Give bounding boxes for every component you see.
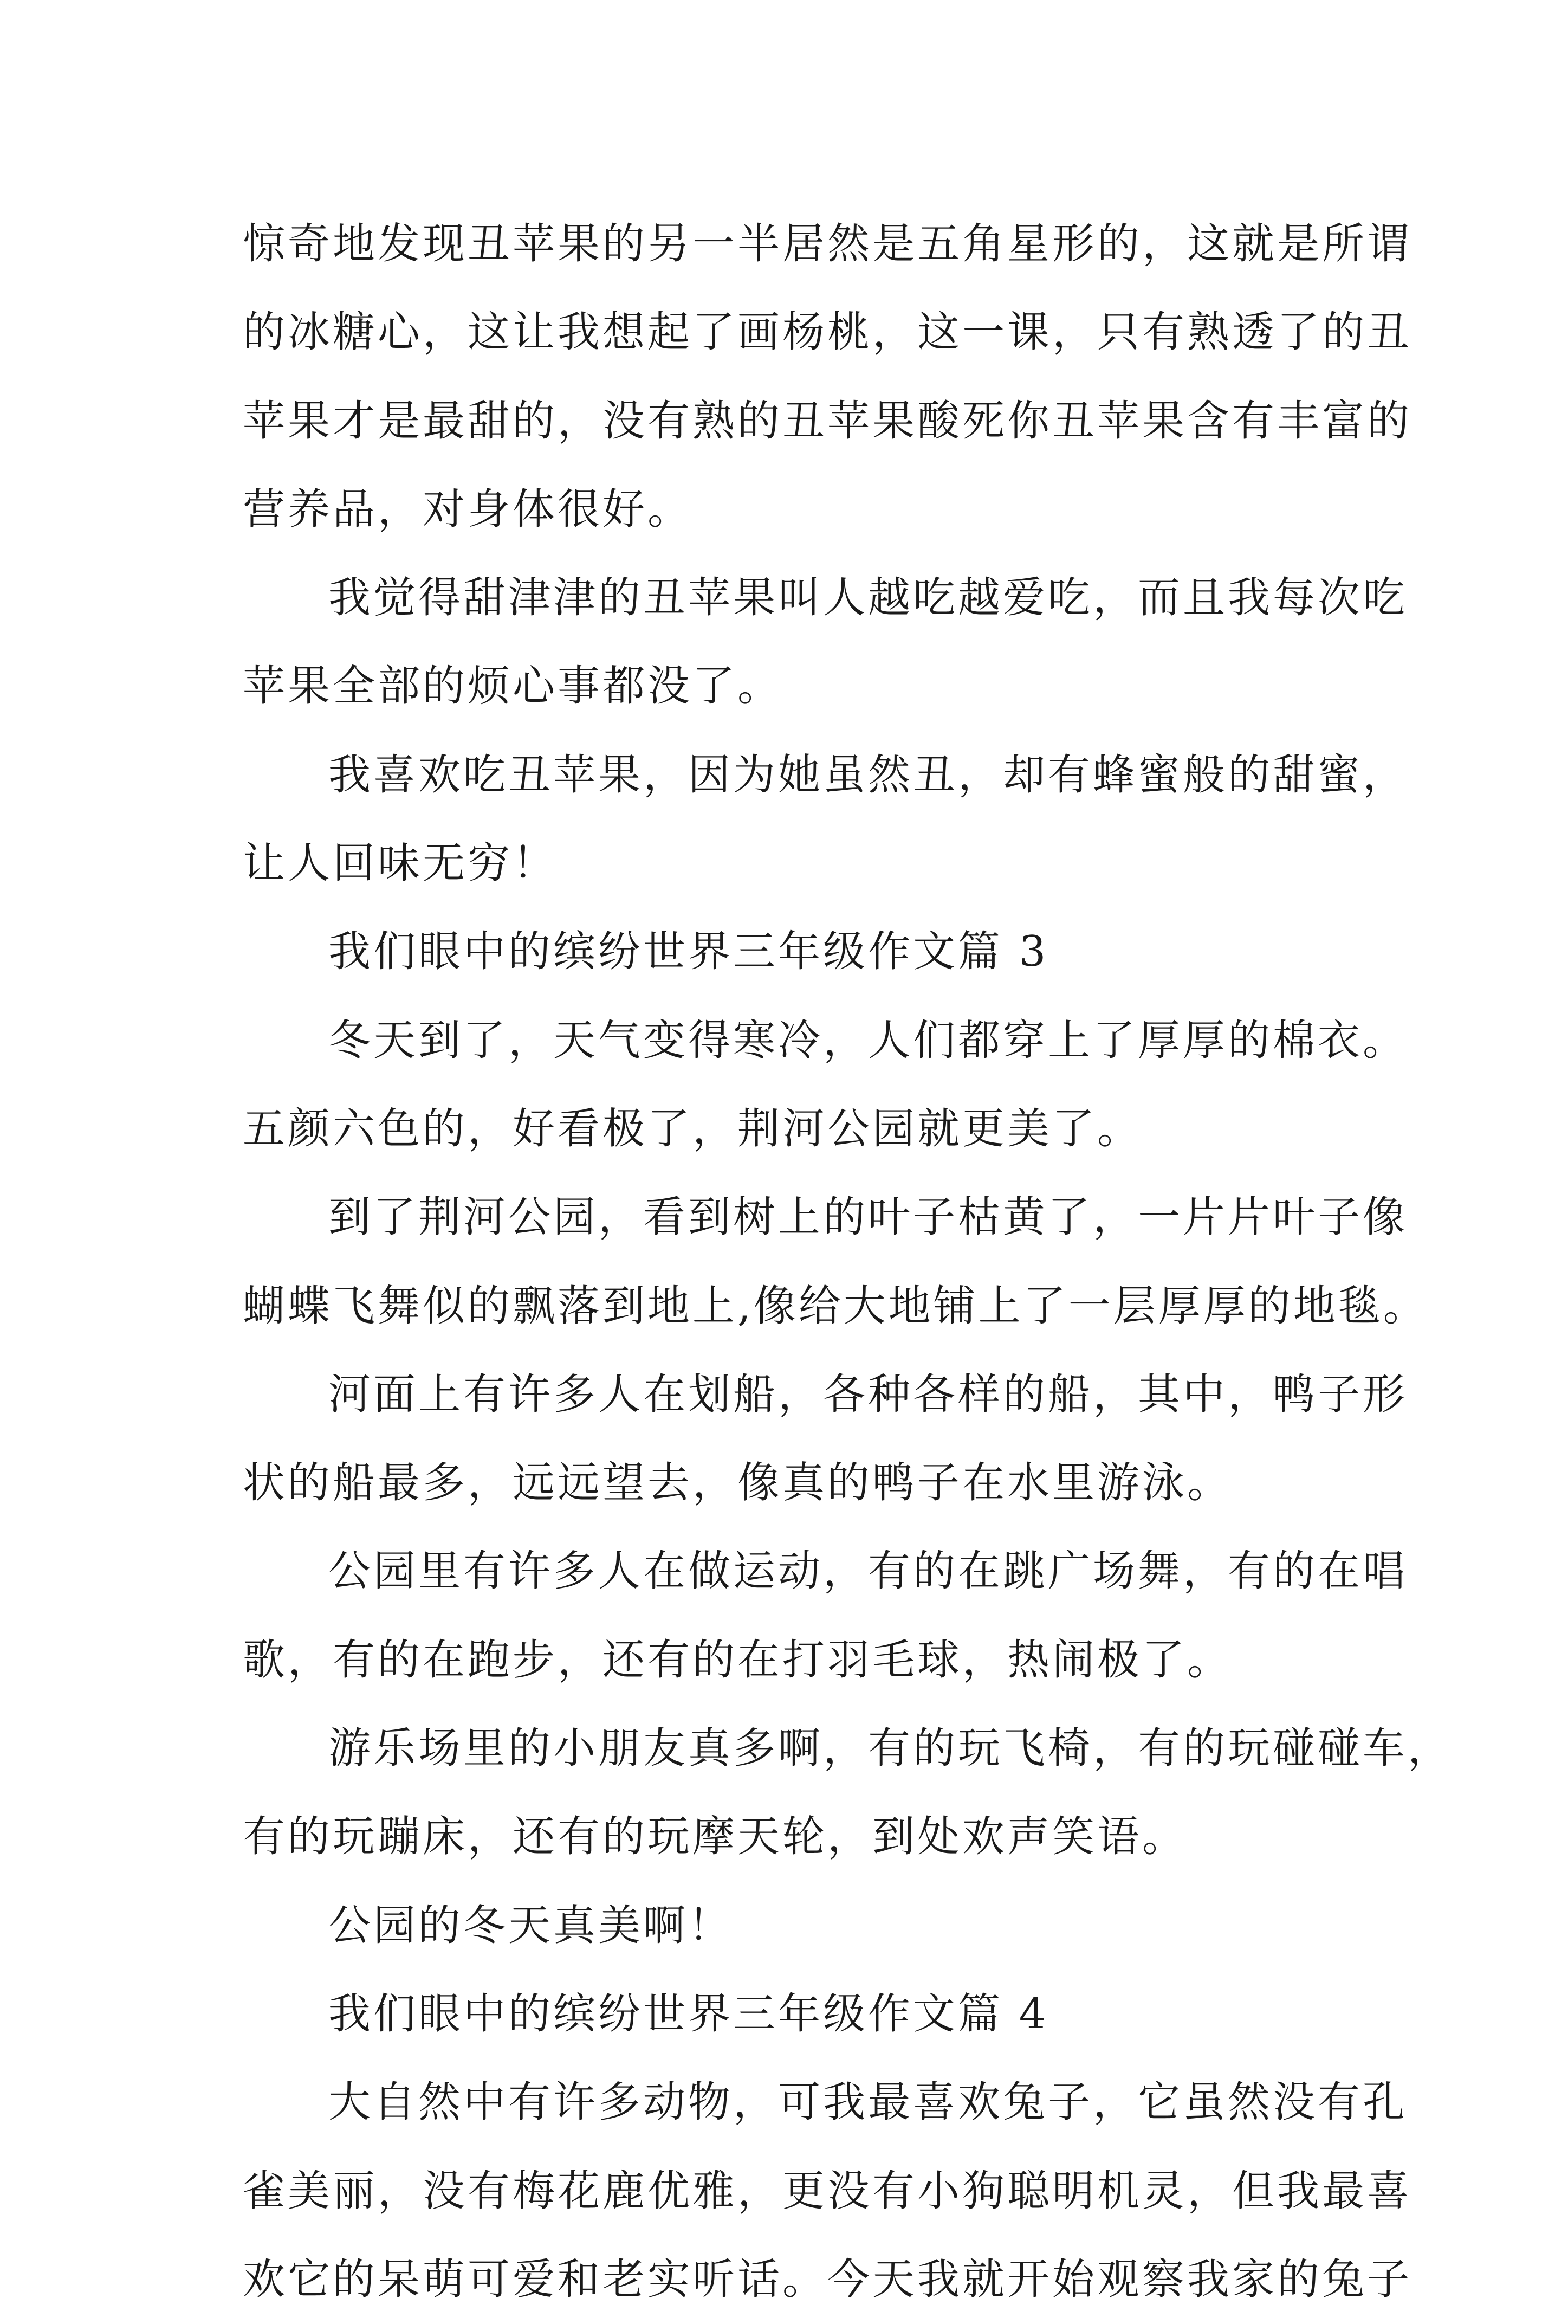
paragraph-start-line: 河面上有许多人在划船，各种各样的船，其中，鸭子形 — [328, 1370, 1408, 1419]
paragraph-start-line: 公园的冬天真美啊！ — [328, 1901, 734, 1950]
text-line: 苹果才是最甜的，没有熟的丑苹果酸死你丑苹果含有丰富的 — [243, 396, 1413, 446]
text-line: 歌，有的在跑步，还有的在打羽毛球，热闹极了。 — [243, 1635, 1233, 1684]
text-line: 欢它的呆萌可爱和老实听话。今天我就开始观察我家的兔子 — [243, 2255, 1413, 2304]
section-heading: 我们眼中的缤纷世界三年级作文篇 4 — [328, 1989, 1049, 2038]
text-line: 雀美丽，没有梅花鹿优雅，更没有小狗聪明机灵，但我最喜 — [243, 2166, 1413, 2216]
text-line: 状的船最多，远远望去，像真的鸭子在水里游泳。 — [243, 1458, 1233, 1508]
text-line: 让人回味无穷！ — [243, 839, 558, 888]
text-line: 营养品，对身体很好。 — [243, 485, 693, 534]
text-line: 蝴蝶飞舞似的飘落到地上,像给大地铺上了一层厚厚的地毯。 — [243, 1281, 1428, 1331]
text-line: 惊奇地发现丑苹果的另一半居然是五角星形的，这就是所谓 — [243, 220, 1413, 268]
paragraph-start-line: 我喜欢吃丑苹果，因为她虽然丑，却有蜂蜜般的甜蜜， — [328, 750, 1408, 799]
section-heading: 我们眼中的缤纷世界三年级作文篇 3 — [328, 927, 1049, 977]
text-line: 的冰糖心，这让我想起了画杨桃，这一课，只有熟透了的丑 — [243, 308, 1413, 357]
paragraph-start-line: 冬天到了，天气变得寒冷，人们都穿上了厚厚的棉衣。 — [328, 1016, 1408, 1065]
paragraph-start-line: 我觉得甜津津的丑苹果叫人越吃越爱吃，而且我每次吃 — [328, 573, 1408, 623]
paragraph-start-line: 到了荆河公园，看到树上的叶子枯黄了，一片片叶子像 — [328, 1193, 1408, 1242]
paragraph-start-line: 公园里有许多人在做运动，有的在跳广场舞，有的在唱 — [328, 1547, 1408, 1596]
paragraph-start-line: 游乐场里的小朋友真多啊，有的玩飞椅，有的玩碰碰车， — [328, 1724, 1453, 1773]
paragraph-start-line: 大自然中有许多动物，可我最喜欢兔子，它虽然没有孔 — [328, 2078, 1408, 2127]
text-line: 五颜六色的，好看极了，荆河公园就更美了。 — [243, 1104, 1143, 1153]
text-line: 有的玩蹦床，还有的玩摩天轮，到处欢声笑语。 — [243, 1812, 1188, 1862]
text-line: 苹果全部的烦心事都没了。 — [243, 662, 783, 711]
document-body — [243, 200, 1453, 2324]
